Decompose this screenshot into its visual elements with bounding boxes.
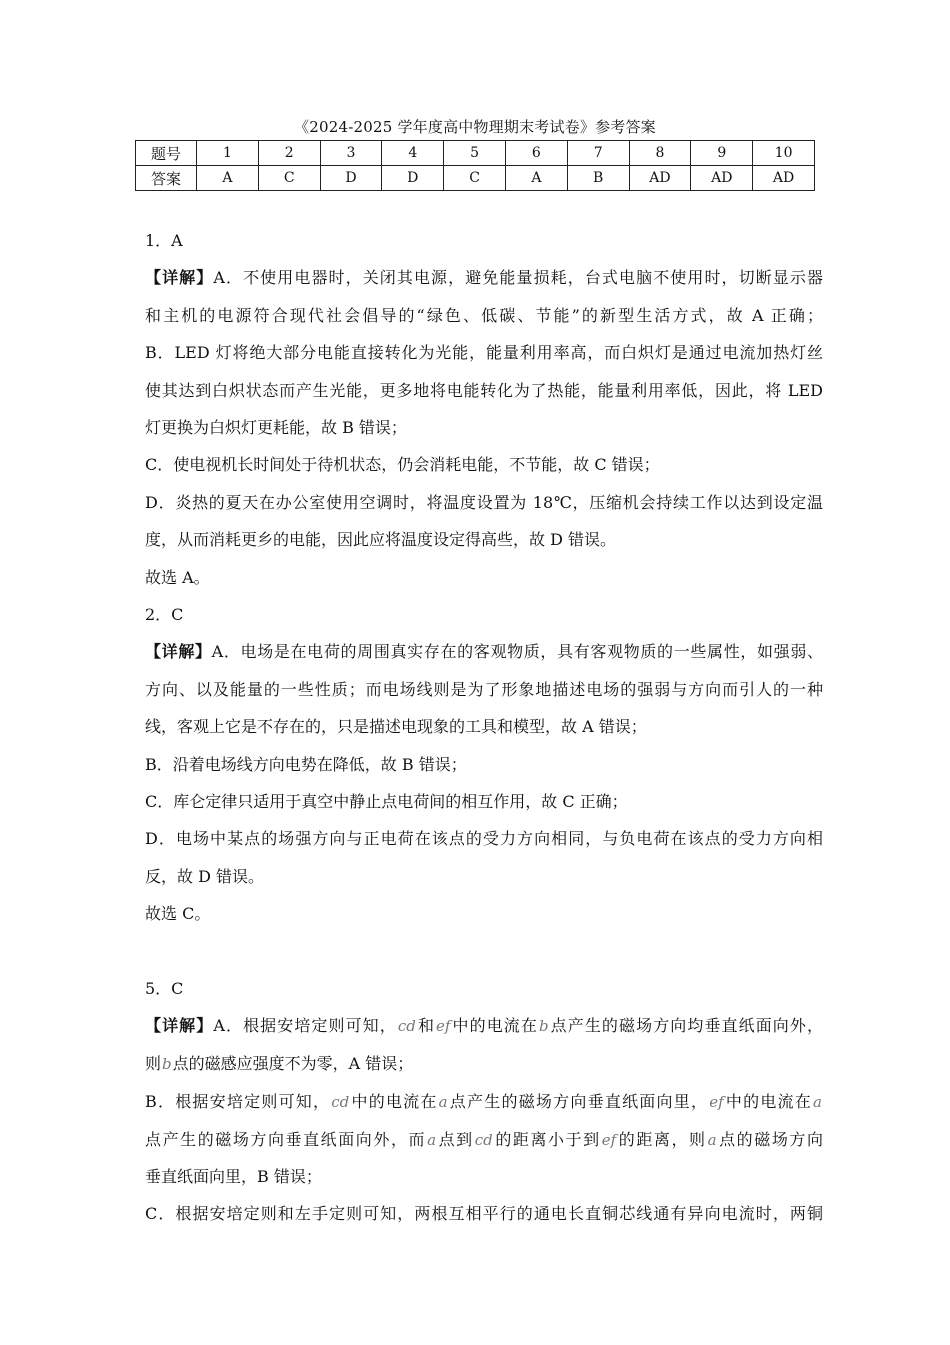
variable-cd: cd [397, 1017, 416, 1036]
paragraph-line [145, 1007, 823, 1044]
paragraph-line [145, 633, 823, 670]
table-cell: AD [753, 166, 815, 191]
section-gap [145, 933, 823, 970]
paragraph-line: 方向、以及能量的一些性质；而电场线则是为了形象地描述电场的强弱与方向而引人的一种 [145, 679, 823, 699]
paragraph-line: B．沿着电场线方向电势在降低，故 B 错误； [145, 754, 467, 774]
line-text: 的距离小于到 [493, 1129, 601, 1149]
paragraph-line: 度，从而消耗更乡的电能，因此应将温度设定得高些，故 D 错误。 [145, 530, 617, 550]
table-cell: C [258, 166, 320, 191]
paragraph-line: C．使电视机长时间处于待机状态，仍会消耗电能，不节能，故 C 错误； [145, 455, 660, 475]
table-cell: AD [691, 166, 753, 191]
table-cell: 10 [753, 141, 815, 166]
paragraph-line: 垂直纸面向里，B 错误； [145, 1166, 322, 1186]
table-cell: 5 [444, 141, 506, 166]
line-text: 中的电流在 [724, 1092, 812, 1112]
detail-marker: 【详解】 [145, 642, 212, 662]
document-title: 《2024-2025 学年度高中物理期末考试卷》参考答案 [294, 118, 656, 136]
line-text: 的距离，则 [617, 1129, 707, 1149]
paragraph-line: D．电场中某点的场强方向与正电荷在该点的受力方向相同，与负电荷在该点的受力方向相 [145, 829, 823, 849]
paragraph-line: 使其达到白炽状态而产生光能，更多地将电能转化为了热能，能量利用率低，因此，将 LED [145, 380, 823, 400]
detail-marker: 【详解】 [145, 1016, 214, 1036]
variable-a: a [813, 1093, 822, 1112]
line-text: 点产生的磁场方向垂直纸面向里， [448, 1092, 709, 1112]
line-text: 点的磁感应强度不为零，A 错误； [172, 1053, 414, 1073]
table-cell: D [320, 166, 382, 191]
line-text: A．电场是在电荷的周围真实存在的客观物质，具有客观物质的一些属性，如强弱、 [211, 642, 823, 662]
question-heading: 2．C [145, 604, 184, 624]
table-cell: 7 [567, 141, 629, 166]
table-cell: 8 [629, 141, 691, 166]
question-heading: 5．C [145, 978, 184, 998]
line-text: 和 [416, 1016, 436, 1036]
variable-b: b [162, 1054, 172, 1073]
paragraph-line: 灯更换为白炽灯更耗能，故 B 错误； [145, 417, 407, 437]
variable-ef: ef [709, 1093, 724, 1112]
paragraph-line [145, 1045, 823, 1083]
table-cell: C [444, 166, 506, 191]
paragraph-line [145, 259, 823, 296]
variable-cd: cd [474, 1130, 493, 1149]
paragraph-line: 和主机的电源符合现代社会倡导的“绿色、低碳、节能”的新型生活方式，故 A 正确； [145, 305, 823, 325]
line-text: 点到 [437, 1129, 474, 1149]
line-text: B．根据安培定则可知， [145, 1092, 331, 1112]
variable-cd: cd [331, 1093, 350, 1112]
line-text: 点产生的磁场方向垂直纸面向外，而 [145, 1129, 427, 1149]
paragraph-line: D．炎热的夏天在办公室使用空调时，将温度设置为 18℃，压缩机会持续工作以达到设定温 [145, 492, 823, 512]
variable-a: a [438, 1093, 448, 1112]
line-text: 中的电流在 [451, 1016, 538, 1036]
variable-ef: ef [436, 1017, 451, 1036]
variable-a: a [427, 1130, 437, 1149]
paragraph-line: 故选 A。 [145, 567, 210, 587]
line-text: 中的电流在 [350, 1092, 438, 1112]
question-number-row [136, 141, 815, 166]
table-cell: 6 [505, 141, 567, 166]
line-text: 点产生的磁场方向均垂直纸面向外， [549, 1016, 823, 1036]
answer-explanations [145, 222, 823, 1233]
table-cell: D [382, 166, 444, 191]
variable-a: a [707, 1130, 717, 1149]
line-text: 则 [145, 1053, 162, 1073]
line-text: 点的磁场方向 [717, 1129, 823, 1149]
table-cell: 3 [320, 141, 382, 166]
table-cell: 1 [197, 141, 259, 166]
table-cell: B [567, 166, 629, 191]
row-label-number: 题号 [136, 141, 197, 166]
paragraph-line: B．LED 灯将绝大部分电能直接转化为光能，能量利用率高，而白炽灯是通过电流加热灯丝 [145, 343, 823, 363]
paragraph-line: C．库仑定律只适用于真空中静止点电荷间的相互作用，故 C 正确； [145, 791, 628, 811]
paragraph-line: C．根据安培定则和左手定则可知，两根互相平行的通电长直铜芯线通有异向电流时，两铜 [145, 1204, 823, 1224]
line-text: A．根据安培定则可知， [213, 1016, 397, 1036]
paragraph-line: 反，故 D 错误。 [145, 866, 265, 886]
table-cell: A [197, 166, 259, 191]
line-text: A．不使用电器时，关闭其电源，避免能量损耗，台式电脑不使用时，切断显示器 [213, 268, 823, 288]
table-cell: A [505, 166, 567, 191]
question-heading: 1．A [145, 231, 183, 250]
detail-marker: 【详解】 [145, 268, 214, 288]
table-cell: 9 [691, 141, 753, 166]
paragraph-line [145, 1121, 823, 1158]
answer-row [136, 166, 815, 191]
answer-key-table [135, 140, 815, 191]
paragraph-line [145, 1083, 823, 1120]
paragraph-line: 故选 C。 [145, 904, 211, 924]
paragraph-line: 线，客观上它是不存在的，只是描述电现象的工具和模型，故 A 错误； [145, 717, 647, 737]
table-cell: 2 [258, 141, 320, 166]
variable-b: b [538, 1017, 549, 1036]
table-cell: 4 [382, 141, 444, 166]
variable-ef: ef [601, 1130, 617, 1149]
table-cell: AD [629, 166, 691, 191]
row-label-answer: 答案 [136, 166, 197, 191]
